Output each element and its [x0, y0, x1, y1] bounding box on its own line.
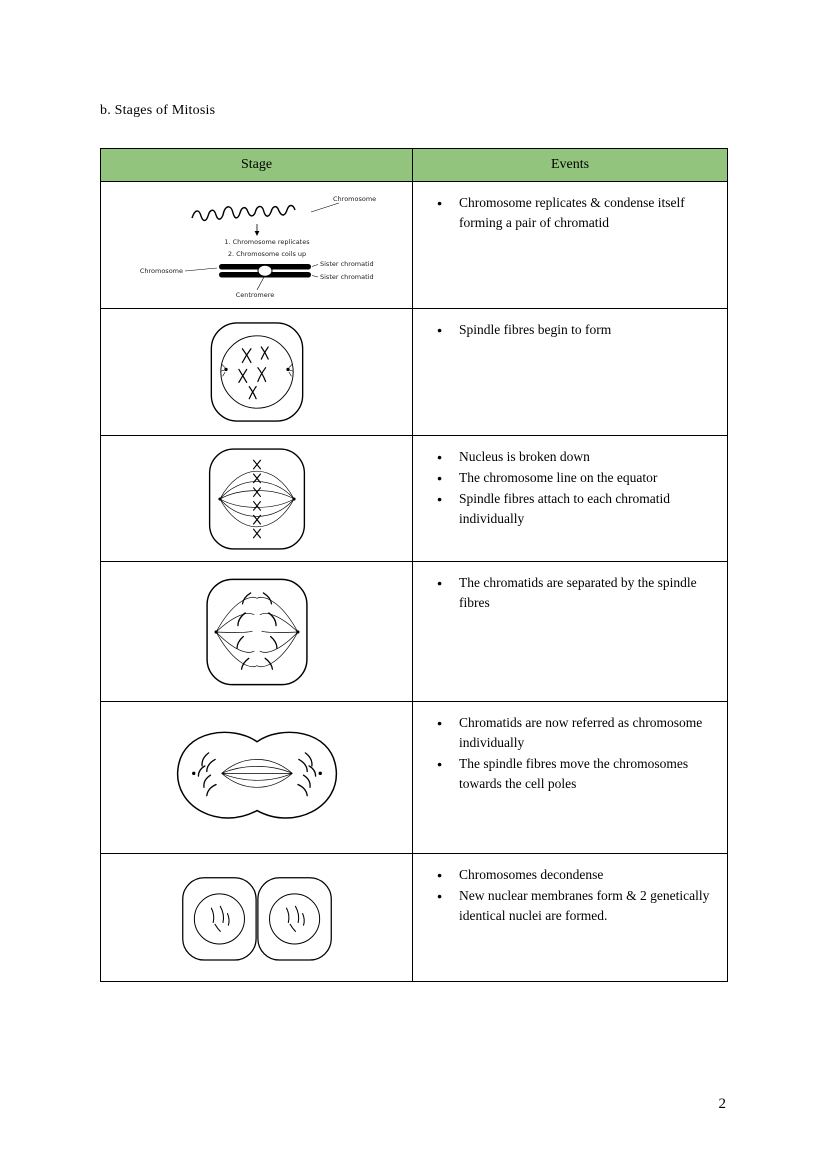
event-item: ● Spindle fibres attach to each chromatid individually — [435, 489, 715, 529]
table-header-row — [101, 149, 728, 182]
events-list — [435, 573, 715, 613]
spindle-fibres — [216, 597, 298, 666]
daughter-nucleus — [194, 893, 244, 943]
label-step-2: 2. Chromosome coils up — [227, 250, 306, 258]
mitosis-table — [100, 148, 728, 982]
chromosomes-at-right-pole — [297, 752, 315, 795]
table-row-anaphase — [101, 562, 728, 702]
telophase-cell-diagram — [164, 717, 350, 839]
stage-cell-cytokinesis — [101, 854, 413, 982]
label-sister-chromatid-bottom: Sister chromatid — [319, 273, 374, 281]
events-cell-prophase — [413, 309, 728, 436]
table-row-prophase — [101, 309, 728, 436]
label-chromosome-left: Chromosome — [139, 267, 183, 275]
event-item: ● Chromosomes decondense — [435, 865, 715, 885]
anaphase-cell-diagram — [198, 573, 316, 691]
daughter-nucleus — [269, 893, 319, 943]
events-list — [435, 193, 715, 233]
spindle-fibres — [219, 471, 293, 527]
header-stage: Stage — [101, 149, 413, 182]
stage-cell-telophase — [101, 702, 413, 854]
chromosomes-at-left-pole — [198, 752, 216, 795]
separating-chromatids — [237, 592, 277, 668]
condensed-chromosomes — [238, 347, 267, 399]
event-item: ● New nuclear membranes form & 2 genetically identical nuclei are formed. — [435, 886, 715, 926]
table-row-metaphase — [101, 436, 728, 562]
table-row-telophase — [101, 702, 728, 854]
stage-cell-prophase — [101, 309, 413, 436]
label-step-1: 1. Chromosome replicates — [223, 238, 310, 246]
event-item: ● The chromosome line on the equator — [435, 468, 715, 488]
event-item: ● Spindle fibres begin to form — [435, 320, 715, 340]
events-cell-interphase — [413, 182, 728, 309]
event-item: ● Nucleus is broken down — [435, 447, 715, 467]
interphase-chromosome-replication-diagram — [107, 186, 407, 304]
events-cell-anaphase — [413, 562, 728, 702]
events-list — [435, 320, 715, 340]
cytokinesis-two-cells-diagram — [172, 868, 342, 968]
stage-cell-metaphase — [101, 436, 413, 562]
spindle-pole-icon — [192, 771, 195, 774]
table-row-interphase — [101, 182, 728, 309]
events-cell-telophase — [413, 702, 728, 854]
events-list — [435, 713, 715, 794]
table-row-cytokinesis — [101, 854, 728, 982]
event-item: ● The spindle fibres move the chromosomes towards the cell poles — [435, 754, 715, 794]
events-cell-cytokinesis — [413, 854, 728, 982]
events-cell-metaphase — [413, 436, 728, 562]
label-sister-chromatid-top: Sister chromatid — [319, 260, 374, 268]
section-title: b. Stages of Mitosis — [100, 103, 216, 118]
event-item: ● The chromatids are separated by the spindle fibres — [435, 573, 715, 613]
prophase-cell-diagram — [201, 316, 313, 428]
aster-icon — [220, 364, 292, 376]
label-centromere: Centromere — [235, 291, 274, 299]
stage-cell-anaphase — [101, 562, 413, 702]
event-item: ● Chromatids are now referred as chromosome individually — [435, 713, 715, 753]
spindle-fibres — [221, 759, 292, 787]
events-list — [435, 447, 715, 529]
chromosomes-at-equator — [253, 460, 260, 538]
page-number: 2 — [718, 1096, 726, 1112]
spindle-pole-icon — [318, 771, 321, 774]
events-list — [435, 865, 715, 926]
header-events: Events — [413, 149, 728, 182]
arrow-down-icon — [254, 231, 259, 236]
event-item: ● Chromosome replicates & condense itself forming a pair of chromatid — [435, 193, 715, 233]
label-chromosome-top: Chromosome — [332, 195, 376, 203]
metaphase-cell-diagram — [201, 443, 313, 555]
stage-cell-interphase — [101, 182, 413, 309]
